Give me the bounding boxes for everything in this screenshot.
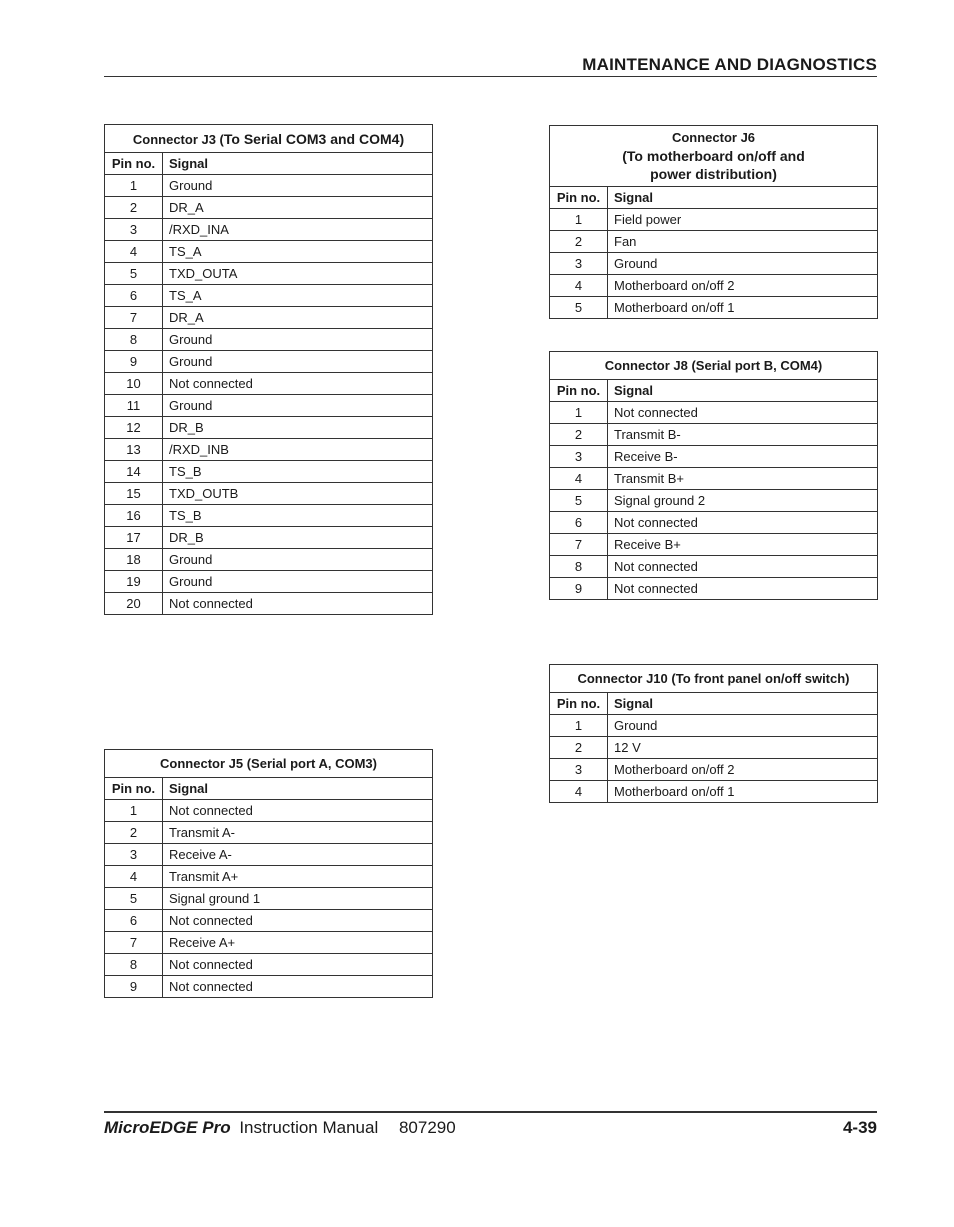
- table-row: [550, 578, 878, 600]
- connector-j5-table: [104, 749, 433, 998]
- connector-j10-caption: Connector J10 (To front panel on/off switch): [550, 665, 878, 693]
- connector-j3-caption-main: To Serial COM3 and COM4): [223, 130, 405, 147]
- table-row: [550, 402, 878, 424]
- header-divider: [104, 76, 877, 77]
- pin-number-cell: 7: [550, 534, 608, 556]
- pin-number-cell: 5: [550, 490, 608, 512]
- pin-column-header: Pin no.: [105, 778, 163, 800]
- signal-column-header: Signal: [163, 153, 433, 175]
- signal-cell: Receive B+: [608, 534, 878, 556]
- table-row: [550, 231, 878, 253]
- table-row: [105, 351, 433, 373]
- table-row: [550, 512, 878, 534]
- pin-number-cell: 17: [105, 527, 163, 549]
- signal-cell: Not connected: [163, 976, 433, 998]
- signal-column-header: Signal: [163, 778, 433, 800]
- signal-cell: Not connected: [163, 954, 433, 976]
- signal-cell: Transmit A-: [163, 822, 433, 844]
- signal-cell: 12 V: [608, 737, 878, 759]
- table-row: [105, 461, 433, 483]
- signal-cell: Receive A-: [163, 844, 433, 866]
- signal-cell: Fan: [608, 231, 878, 253]
- table-row: [550, 253, 878, 275]
- signal-cell: Transmit A+: [163, 866, 433, 888]
- pin-number-cell: 20: [105, 593, 163, 615]
- connector-j3-table: [104, 124, 433, 615]
- signal-cell: Motherboard on/off 1: [608, 781, 878, 803]
- pin-number-cell: 3: [105, 844, 163, 866]
- table-row: [105, 527, 433, 549]
- signal-cell: Motherboard on/off 2: [608, 275, 878, 297]
- table-row: [105, 822, 433, 844]
- document-number: 807290: [398, 1118, 456, 1137]
- signal-cell: TS_B: [163, 505, 433, 527]
- connector-j6-caption-line3: power distribution): [650, 166, 777, 182]
- signal-cell: Ground: [163, 175, 433, 197]
- footer-divider: [104, 1111, 877, 1113]
- pin-number-cell: 3: [550, 759, 608, 781]
- signal-cell: Not connected: [163, 910, 433, 932]
- signal-cell: Field power: [608, 209, 878, 231]
- table-row: [550, 424, 878, 446]
- table-row: [105, 417, 433, 439]
- signal-cell: /RXD_INA: [163, 219, 433, 241]
- pin-column-header: Pin no.: [550, 693, 608, 715]
- signal-cell: Ground: [163, 395, 433, 417]
- table-row: [105, 932, 433, 954]
- signal-cell: /RXD_INB: [163, 439, 433, 461]
- signal-cell: Transmit B-: [608, 424, 878, 446]
- page-number: 4-39: [842, 1118, 877, 1137]
- manual-type: Instruction Manual: [239, 1118, 379, 1137]
- pin-number-cell: 8: [105, 329, 163, 351]
- pin-number-cell: 4: [550, 468, 608, 490]
- signal-cell: Motherboard on/off 1: [608, 297, 878, 319]
- pin-number-cell: 13: [105, 439, 163, 461]
- pin-number-cell: 10: [105, 373, 163, 395]
- connector-j3-caption-prefix: Connector J3 (: [132, 131, 224, 147]
- signal-cell: Ground: [608, 715, 878, 737]
- pin-number-cell: 2: [105, 822, 163, 844]
- connector-j10-table: [549, 664, 878, 803]
- table-row: [105, 844, 433, 866]
- table-row: [105, 439, 433, 461]
- signal-cell: Signal ground 1: [163, 888, 433, 910]
- signal-cell: DR_B: [163, 527, 433, 549]
- connector-j6-caption-line2: (To motherboard on/off and: [622, 148, 805, 164]
- pin-number-cell: 1: [105, 175, 163, 197]
- pin-number-cell: 4: [550, 275, 608, 297]
- pin-number-cell: 1: [550, 715, 608, 737]
- table-row: [105, 241, 433, 263]
- table-row: [105, 307, 433, 329]
- table-row: [105, 954, 433, 976]
- pin-number-cell: 4: [105, 866, 163, 888]
- signal-cell: TS_B: [163, 461, 433, 483]
- table-row: [550, 468, 878, 490]
- pin-column-header: Pin no.: [550, 380, 608, 402]
- pin-number-cell: 1: [105, 800, 163, 822]
- pin-number-cell: 12: [105, 417, 163, 439]
- table-row: [105, 197, 433, 219]
- pin-number-cell: 7: [105, 307, 163, 329]
- signal-cell: Ground: [608, 253, 878, 275]
- table-row: [105, 800, 433, 822]
- pin-number-cell: 4: [550, 781, 608, 803]
- signal-cell: TS_A: [163, 285, 433, 307]
- product-name: MicroEDGE Pro: [104, 1118, 231, 1137]
- table-row: [105, 976, 433, 998]
- footer-document-info: [104, 1118, 456, 1138]
- table-row: [550, 556, 878, 578]
- connector-j6-table: [549, 125, 878, 319]
- table-row: [550, 759, 878, 781]
- table-row: [550, 446, 878, 468]
- table-row: [105, 910, 433, 932]
- signal-column-header: Signal: [608, 693, 878, 715]
- pin-number-cell: 16: [105, 505, 163, 527]
- connector-j5-caption: Connector J5 (Serial port A, COM3): [105, 750, 433, 778]
- table-row: [105, 593, 433, 615]
- signal-cell: Motherboard on/off 2: [608, 759, 878, 781]
- pin-number-cell: 2: [550, 424, 608, 446]
- pin-number-cell: 3: [550, 253, 608, 275]
- signal-cell: Not connected: [608, 402, 878, 424]
- pin-number-cell: 7: [105, 932, 163, 954]
- signal-cell: Not connected: [608, 556, 878, 578]
- signal-cell: Not connected: [163, 593, 433, 615]
- signal-cell: Signal ground 2: [608, 490, 878, 512]
- table-row: [550, 715, 878, 737]
- pin-number-cell: 2: [550, 737, 608, 759]
- connector-j8-caption: Connector J8 (Serial port B, COM4): [550, 352, 878, 380]
- table-row: [550, 781, 878, 803]
- table-row: [105, 866, 433, 888]
- pin-number-cell: 2: [550, 231, 608, 253]
- table-row: [105, 571, 433, 593]
- page-header-title: MAINTENANCE AND DIAGNOSTICS: [582, 55, 877, 74]
- signal-cell: Transmit B+: [608, 468, 878, 490]
- pin-number-cell: 19: [105, 571, 163, 593]
- table-row: [105, 175, 433, 197]
- pin-column-header: Pin no.: [105, 153, 163, 175]
- table-row: [550, 297, 878, 319]
- signal-column-header: Signal: [608, 187, 878, 209]
- signal-cell: Ground: [163, 571, 433, 593]
- table-row: [105, 888, 433, 910]
- pin-column-header: Pin no.: [550, 187, 608, 209]
- pin-number-cell: 18: [105, 549, 163, 571]
- pin-number-cell: 9: [550, 578, 608, 600]
- signal-cell: Not connected: [608, 512, 878, 534]
- pin-number-cell: 6: [550, 512, 608, 534]
- signal-column-header: Signal: [608, 380, 878, 402]
- table-row: [105, 395, 433, 417]
- pin-number-cell: 3: [105, 219, 163, 241]
- signal-cell: TS_A: [163, 241, 433, 263]
- pin-number-cell: 9: [105, 351, 163, 373]
- table-row: [105, 263, 433, 285]
- pin-number-cell: 1: [550, 209, 608, 231]
- signal-cell: Receive A+: [163, 932, 433, 954]
- signal-cell: TXD_OUTB: [163, 483, 433, 505]
- table-row: [550, 275, 878, 297]
- connector-j6-caption: [550, 126, 878, 187]
- table-row: [105, 329, 433, 351]
- pin-number-cell: 9: [105, 976, 163, 998]
- signal-cell: Not connected: [163, 373, 433, 395]
- pin-number-cell: 15: [105, 483, 163, 505]
- signal-cell: DR_B: [163, 417, 433, 439]
- table-row: [550, 490, 878, 512]
- signal-cell: DR_A: [163, 197, 433, 219]
- signal-cell: Not connected: [163, 800, 433, 822]
- table-row: [550, 534, 878, 556]
- pin-number-cell: 5: [105, 888, 163, 910]
- pin-number-cell: 14: [105, 461, 163, 483]
- pin-number-cell: 6: [105, 910, 163, 932]
- pin-number-cell: 11: [105, 395, 163, 417]
- signal-cell: Receive B-: [608, 446, 878, 468]
- pin-number-cell: 4: [105, 241, 163, 263]
- connector-j3-caption: [105, 125, 433, 153]
- pin-number-cell: 2: [105, 197, 163, 219]
- pin-number-cell: 3: [550, 446, 608, 468]
- signal-cell: Not connected: [608, 578, 878, 600]
- table-row: [105, 505, 433, 527]
- signal-cell: TXD_OUTA: [163, 263, 433, 285]
- table-row: [105, 483, 433, 505]
- table-row: [105, 373, 433, 395]
- pin-number-cell: 5: [105, 263, 163, 285]
- pin-number-cell: 1: [550, 402, 608, 424]
- table-row: [105, 549, 433, 571]
- pin-number-cell: 8: [550, 556, 608, 578]
- connector-j8-table: [549, 351, 878, 600]
- pin-number-cell: 6: [105, 285, 163, 307]
- pin-number-cell: 8: [105, 954, 163, 976]
- signal-cell: Ground: [163, 329, 433, 351]
- table-row: [105, 285, 433, 307]
- connector-j6-caption-line1: Connector J6: [671, 130, 756, 145]
- table-row: [550, 737, 878, 759]
- pin-number-cell: 5: [550, 297, 608, 319]
- table-row: [105, 219, 433, 241]
- signal-cell: Ground: [163, 351, 433, 373]
- signal-cell: Ground: [163, 549, 433, 571]
- table-row: [550, 209, 878, 231]
- signal-cell: DR_A: [163, 307, 433, 329]
